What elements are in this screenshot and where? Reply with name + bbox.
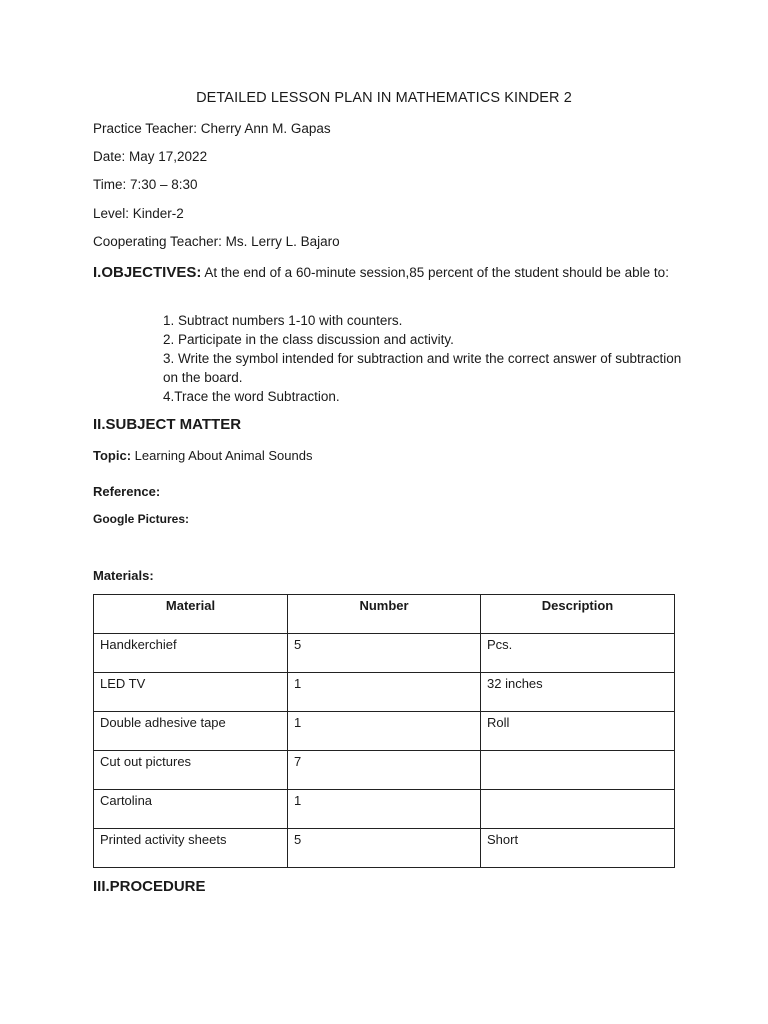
objectives-section (93, 262, 683, 283)
objectives-heading: I.OBJECTIVES: (93, 264, 202, 281)
number-cell: 5 (288, 829, 481, 868)
objectives-intro: At the end of a 60-minute session,85 percent of the student should be able to: (204, 265, 669, 280)
material-cell: Cut out pictures (94, 751, 288, 790)
number-cell: 1 (288, 790, 481, 829)
google-pictures-label: Google Pictures: (93, 512, 190, 526)
description-cell: 32 inches (481, 673, 675, 712)
objectives-list (163, 311, 683, 406)
column-header-material: Material (94, 595, 288, 634)
material-cell: LED TV (94, 673, 288, 712)
document-title: DETAILED LESSON PLAN IN MATHEMATICS KINDER 2 (196, 90, 572, 106)
materials-label: Materials: (93, 568, 154, 583)
reference-label: Reference: (93, 484, 161, 499)
description-cell: Pcs. (481, 634, 675, 673)
topic-label: Topic: (93, 448, 132, 463)
table-row (94, 673, 675, 712)
date: Date: May 17,2022 (93, 149, 208, 164)
number-cell: 7 (288, 751, 481, 790)
table-row (94, 829, 675, 868)
description-cell: Short (481, 829, 675, 868)
level: Level: Kinder-2 (93, 206, 184, 221)
procedure-heading: III.PROCEDURE (93, 878, 206, 895)
topic-value: Learning About Animal Sounds (134, 448, 313, 463)
number-cell: 5 (288, 634, 481, 673)
cooperating-teacher: Cooperating Teacher: Ms. Lerry L. Bajaro (93, 234, 340, 249)
table-header-row (94, 595, 675, 634)
description-cell (481, 751, 675, 790)
objective-item: 3. Write the symbol intended for subtraction and write the correct answer of subtraction on the board. (163, 351, 682, 385)
description-cell (481, 790, 675, 829)
material-cell: Double adhesive tape (94, 712, 288, 751)
material-cell: Handkerchief (94, 634, 288, 673)
time: Time: 7:30 – 8:30 (93, 177, 198, 192)
materials-table (93, 594, 675, 868)
objective-item: 1. Subtract numbers 1-10 with counters. (163, 313, 403, 328)
table-row (94, 790, 675, 829)
number-cell: 1 (288, 673, 481, 712)
objective-item: 2. Participate in the class discussion and activity. (163, 332, 454, 347)
material-cell: Printed activity sheets (94, 829, 288, 868)
description-cell: Roll (481, 712, 675, 751)
subject-matter-heading: II.SUBJECT MATTER (93, 416, 242, 433)
column-header-description: Description (481, 595, 675, 634)
column-header-number: Number (288, 595, 481, 634)
material-cell: Cartolina (94, 790, 288, 829)
practice-teacher: Practice Teacher: Cherry Ann M. Gapas (93, 121, 331, 136)
table-row (94, 712, 675, 751)
topic-line (93, 448, 312, 463)
table-row (94, 634, 675, 673)
objective-item: 4.Trace the word Subtraction. (163, 389, 340, 404)
table-row (94, 751, 675, 790)
number-cell: 1 (288, 712, 481, 751)
